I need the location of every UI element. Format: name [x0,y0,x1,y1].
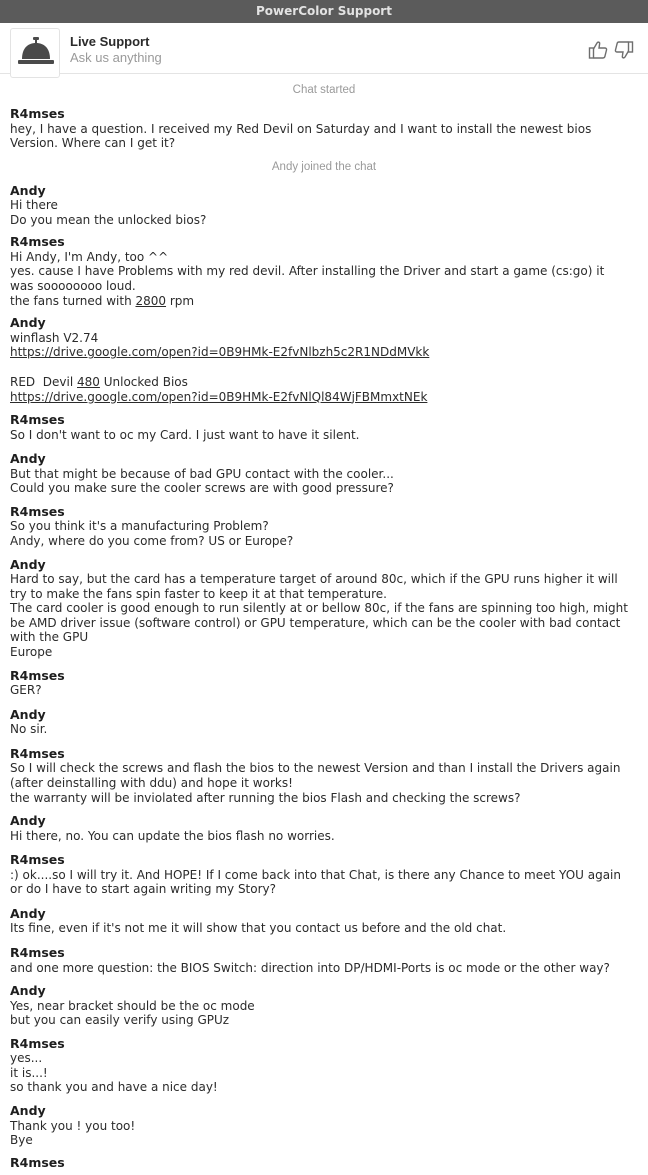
chat-message [10,505,638,549]
rpm-value: 2800 [135,293,167,308]
message-text: winflash V2.74 [10,330,99,345]
message-text: Do you mean the unlocked bios? [10,212,207,227]
avatar [10,28,60,78]
message-author: Andy [10,556,46,572]
chat-message [10,984,638,1028]
header-subtitle: Ask us anything [70,50,162,65]
message-text: yes. cause I have Problems with my red devil. After installing the Driver and start a game (cs:go) it [10,264,605,279]
message-author: Andy [10,182,46,198]
chat-message [10,708,638,737]
chat-message [10,184,638,228]
chat-message [10,452,638,496]
message-author: Andy [10,1103,46,1119]
message-text-part: rpm [166,293,195,308]
message-author: Andy [10,813,46,829]
message-author: R4mses [10,106,65,121]
chat-message [10,107,638,151]
chat-message [10,235,638,308]
message-text: Hard to say, but the card has a temperature target of around 80c, which if the GPU runs higher it will [10,572,618,587]
chat-message [10,669,638,698]
message-author: R4mses [10,1154,65,1170]
message-text: So I don't want to oc my Card. I just want to have it silent. [10,427,360,442]
chat-message [10,814,638,843]
message-text: So I will check the screws and flash the bios to the newest Version and than I install the Drivers again [10,761,621,776]
header-title: Live Support [70,34,150,49]
message-author: R4mses [10,503,65,519]
message-text-part: RED Devil [10,374,77,389]
message-text: So you think it's a manufacturing Problem? [10,519,269,534]
message-text: and one more question: the BIOS Switch: direction into DP/HDMI-Ports is oc mode or the other way? [10,960,610,975]
chat-message [10,413,638,442]
system-message: Andy joined the chat [271,160,377,173]
message-text: or do I have to start again writing my Story? [10,882,277,897]
message-text: the warranty will be inviolated after running the bios Flash and checking the screws? [10,790,521,805]
message-author: R4mses [10,412,65,428]
message-text: GER? [10,683,42,698]
message-author: R4mses [10,234,65,250]
message-text: But that might be because of bad GPU contact with the cooler... [10,466,394,481]
chat-message [10,946,638,975]
message-text: was soooooooo loud. [10,279,136,294]
message-author: R4mses [10,745,65,761]
chat-message [10,316,638,404]
message-text: yes... [10,1051,43,1066]
thumbs-down-icon[interactable] [614,40,634,60]
message-author: R4mses [10,945,65,960]
message-text-part: Unlocked Bios [99,374,188,389]
chat-message [10,747,638,805]
message-text: Hi there [10,198,58,213]
message-author: R4mses [10,852,65,868]
message-text [10,294,638,309]
message-text: be AMD driver issue (software control) or GPU temperature, which can be the cooler with bad contact [10,615,621,630]
message-text: Andy, where do you come from? US or Europe? [10,534,294,548]
thumbs-up-icon[interactable] [588,40,608,60]
message-author: Andy [10,905,46,921]
message-author: R4mses [10,667,65,683]
message-text: Its fine, even if it's not me it will show that you contact us before and the old chat. [10,921,507,936]
unlocked-bios-download-link[interactable]: https://drive.google.com/open?id=0B9HMk-E2fvNlQl84WjFBMmxtNEk [10,389,428,404]
window-title: PowerColor Support [0,0,648,23]
message-text-part: the fans turned with [10,293,136,308]
message-text: but you can easily verify using GPUz [10,1013,230,1028]
message-author: Andy [10,315,46,331]
system-message: Chat started [292,84,356,96]
message-text: Yes, near bracket should be the oc mode [10,998,255,1013]
chat-message [10,558,638,660]
chat-header [0,23,648,74]
message-text: Bye [10,1133,33,1148]
message-text: so thank you and have a nice day! [10,1080,218,1095]
chat-message [10,907,638,936]
model-number: 480 [77,374,100,389]
message-text: The card cooler is good enough to run silently at or bellow 80c, if the fans are spinning too high, might [10,601,628,616]
chat-transcript [0,74,648,1170]
message-text: Hi there, no. You can update the bios flash no worries. [10,828,335,843]
message-text: Thank you ! you too! [10,1118,136,1133]
message-text [10,375,638,390]
chat-message [10,853,638,897]
message-text: Version. Where can I get it? [10,136,176,151]
message-author: Andy [10,451,46,467]
message-text: try to make the fans spin faster to keep it at that temperature. [10,586,387,601]
message-text: Could you make sure the cooler screws are with good pressure? [10,481,394,496]
chat-message [10,1156,638,1171]
winflash-download-link[interactable]: https://drive.google.com/open?id=0B9HMk-E2fvNlbzh5c2R1NDdMVkk [10,345,430,360]
message-text: Hi Andy, I'm Andy, too ^^ [10,249,169,264]
chat-message [10,1104,638,1148]
message-author: Andy [10,983,46,999]
message-text: it is...! [10,1065,48,1080]
message-text: No sir. [10,722,48,737]
message-author: Andy [10,706,46,722]
message-text: Europe [10,645,53,660]
message-text: hey, I have a question. I received my Red Devil on Saturday and I want to install the newest bios [10,121,592,136]
message-text: with the GPU [10,630,89,645]
message-text: (after deinstalling with ddu) and hope it works! [10,775,293,790]
chat-message [10,1037,638,1095]
message-text: :) ok....so I will try it. And HOPE! If I come back into that Chat, is there any Chance to meet YOU again [10,867,621,882]
message-author: R4mses [10,1035,65,1051]
